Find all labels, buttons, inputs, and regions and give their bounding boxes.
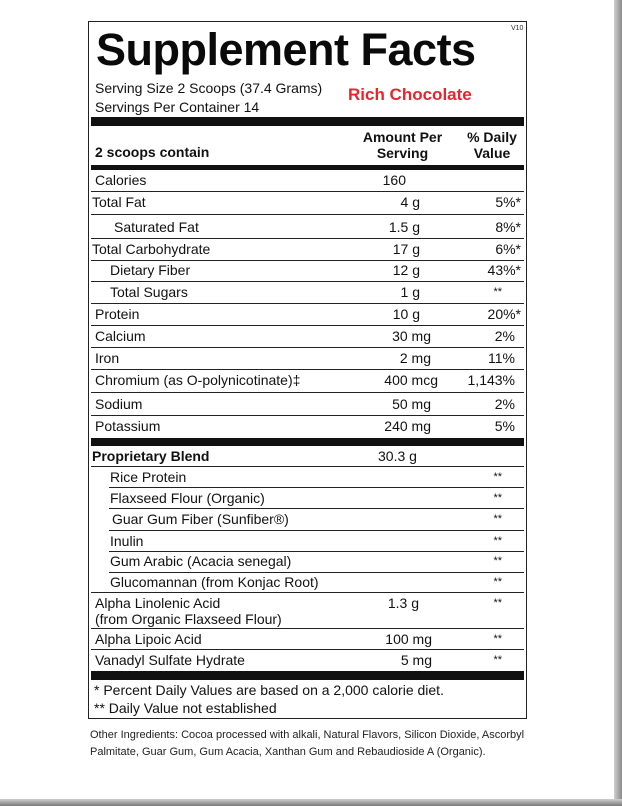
nutrient-dv: 2% (494, 328, 515, 344)
nutrient-dv: 6%* (495, 241, 521, 257)
nutrient-name: Alpha Lipoic Acid (95, 631, 202, 647)
blend-item: Glucomannan (from Konjac Root) (110, 574, 319, 590)
nutrient-dv: ** (493, 654, 502, 666)
nutrient-amount: 160 (382, 172, 406, 188)
nutrient-dv: 5% (494, 418, 515, 434)
thick-rule-header (91, 165, 524, 170)
thick-rule-blend (91, 438, 524, 446)
nutrient-dv: 5%* (495, 194, 521, 210)
row-divider (109, 572, 524, 573)
nutrient-name: Iron (95, 350, 120, 366)
nutrient-amount: 2 mg (399, 350, 431, 366)
nutrient-amount: 4 g (400, 194, 420, 210)
blend-item: Guar Gum Fiber (Sunfiber®) (112, 511, 289, 527)
row-divider (91, 260, 524, 261)
blend-item-dv: ** (493, 492, 502, 504)
header-serving-contents: 2 scoops contain (95, 144, 210, 160)
nutrient-amount: 17 g (392, 241, 420, 257)
nutrient-amount: 100 mg (385, 631, 432, 647)
blend-item: Rice Protein (110, 469, 187, 485)
row-divider (91, 466, 524, 467)
footnote-percent-dv: * Percent Daily Values are based on a 2,000 calorie diet. (94, 682, 444, 698)
blend-item: Inulin (110, 533, 144, 549)
row-divider (91, 303, 524, 304)
blend-item-dv: ** (493, 576, 502, 588)
nutrient-name: Protein (95, 306, 140, 322)
servings-per-container: Servings Per Container 14 (95, 99, 260, 115)
blend-item-dv: ** (493, 555, 502, 567)
nutrient-name: Dietary Fiber (110, 262, 191, 278)
row-divider (109, 551, 524, 552)
nutrient-amount: 400 mcg (384, 372, 438, 388)
row-divider (91, 392, 524, 393)
flavor-label: Rich Chocolate (348, 85, 472, 104)
thick-rule-bottom (91, 671, 524, 680)
row-divider (91, 592, 524, 593)
blend-name: Proprietary Blend (92, 448, 210, 464)
nutrient-name: Sodium (95, 396, 143, 412)
nutrient-amount: 30 mg (392, 328, 431, 344)
nutrient-dv: 1,143% (467, 372, 515, 388)
row-divider (91, 281, 524, 282)
blend-amount: 30.3 g (378, 448, 417, 464)
blend-item: Flaxseed Flour (Organic) (110, 490, 265, 506)
nutrient-amount: 10 g (392, 306, 420, 322)
nutrient-dv: 20%* (487, 306, 521, 322)
row-divider (91, 325, 524, 326)
blend-item: Gum Arabic (Acacia senegal) (110, 553, 292, 569)
nutrient-dv: 11% (488, 350, 515, 366)
row-divider (91, 214, 524, 215)
header-dv-line2: Value (473, 145, 511, 161)
nutrient-amount: 240 mg (384, 418, 431, 434)
nutrient-dv: ** (493, 633, 502, 645)
header-amount-line2: Serving (376, 145, 429, 161)
thick-rule-top (91, 117, 524, 126)
header-daily-value (458, 129, 526, 161)
row-divider (109, 508, 524, 509)
row-divider (109, 487, 524, 488)
nutrient-name: Calcium (95, 328, 146, 344)
nutrient-name-line2: (from Organic Flaxseed Flour) (95, 611, 282, 627)
blend-item-dv: ** (493, 535, 502, 547)
nutrient-name: Vanadyl Sulfate Hydrate (95, 652, 245, 668)
nutrient-name: Saturated Fat (114, 219, 199, 235)
version-code: V10 (511, 25, 524, 32)
nutrient-amount: 1.3 g (387, 595, 419, 611)
nutrient-dv: ** (493, 286, 502, 298)
nutrient-name-line1: Alpha Linolenic Acid (95, 595, 221, 611)
nutrient-dv: 43%* (487, 262, 521, 278)
row-divider (91, 347, 524, 348)
header-amount-line1: Amount Per (362, 129, 443, 145)
nutrient-dv: 8%* (495, 219, 521, 235)
row-divider (91, 191, 524, 192)
nutrient-amount: 1 g (400, 284, 420, 300)
page-edge-right (614, 0, 622, 806)
other-ingredients: Other Ingredients: Cocoa processed with alkali, Natural Flavors, Silicon Dioxide, Ascorbyl Palmitate, Guar Gum, Gum Acacia, Xanthan Gum and Rebaudioside A (Organic). (90, 729, 525, 758)
panel-title: Supplement Facts (96, 24, 476, 75)
row-divider (91, 238, 524, 239)
nutrient-amount: 1.5 g (388, 219, 420, 235)
nutrient-dv: ** (493, 597, 502, 609)
page-edge-bottom (0, 799, 622, 806)
nutrient-amount: 50 mg (392, 396, 431, 412)
header-amount-per-serving (355, 129, 450, 161)
nutrient-amount: 12 g (392, 262, 420, 278)
row-divider (91, 649, 524, 650)
blend-item-dv: ** (493, 471, 502, 483)
row-divider (91, 628, 524, 629)
nutrient-name: Total Sugars (110, 284, 188, 300)
row-divider (109, 530, 524, 531)
row-divider (91, 369, 524, 370)
nutrient-name: Total Fat (92, 194, 146, 210)
nutrient-amount: 5 mg (400, 652, 432, 668)
row-divider (91, 415, 524, 416)
nutrient-name: Total Carbohydrate (92, 241, 211, 257)
nutrient-name: Potassium (95, 418, 161, 434)
nutrient-dv: 2% (494, 396, 515, 412)
nutrient-name: Calories (95, 172, 147, 188)
header-dv-line1: % Daily (467, 129, 517, 145)
blend-item-dv: ** (493, 513, 502, 525)
nutrient-name: Chromium (as O-polynicotinate)‡ (95, 372, 301, 388)
footnote-dv-not-established: ** Daily Value not established (94, 700, 277, 716)
serving-size: Serving Size 2 Scoops (37.4 Grams) (95, 80, 323, 96)
nutrient-name (95, 595, 282, 627)
